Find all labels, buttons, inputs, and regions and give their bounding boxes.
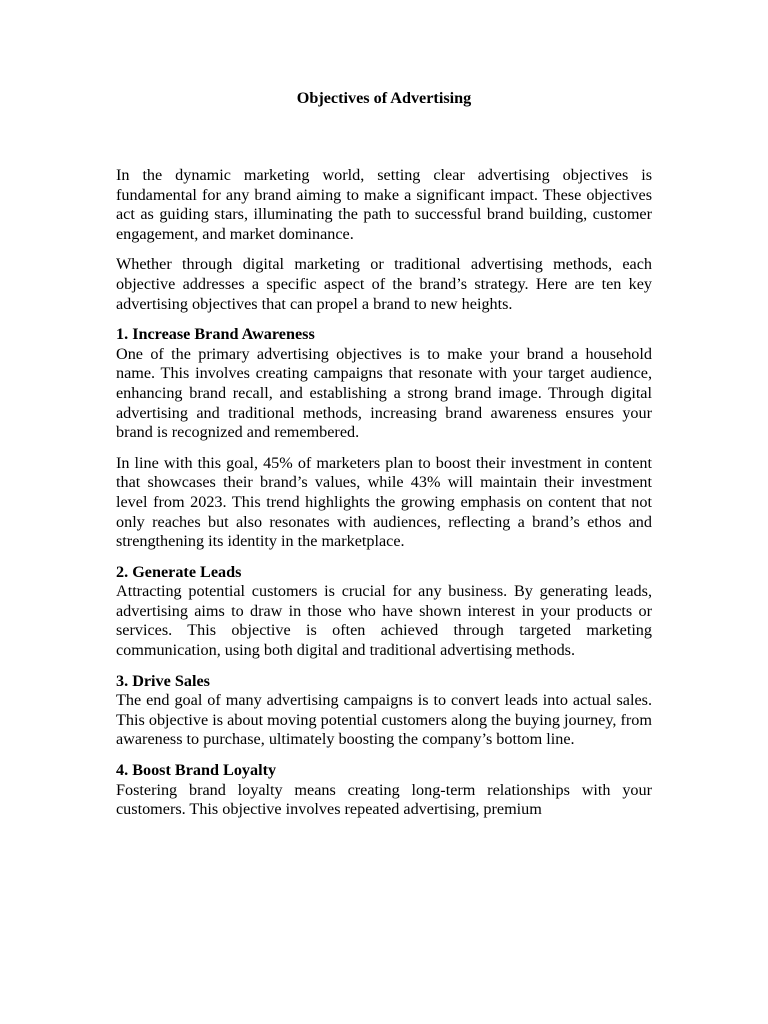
intro-paragraph-2: Whether through digital marketing or traditional advertising methods, each objective addresses a specific aspect of the brand’s strategy. Here are ten key advertising objectives that can propel a brand to new heights. (116, 255, 652, 313)
section-heading: 4. Boost Brand Loyalty (116, 761, 277, 780)
intro-paragraph-1: In the dynamic marketing world, setting clear advertising objectives is fundamental for any brand aiming to make a significant impact. These objectives act as guiding stars, illuminating the path to successful brand building, customer engagement, and market dominance. (116, 166, 652, 243)
section-heading: 2. Generate Leads (116, 562, 242, 581)
section-generate-leads (116, 563, 652, 661)
section-paragraph: Attracting potential customers is crucial for any business. By generating leads, advertising aims to draw in those who have shown interest in your products or services. This objective is often achieved through targeted marketing communication, using both digital and traditional advertising methods. (116, 582, 652, 660)
section-heading: 1. Increase Brand Awareness (116, 325, 315, 344)
section-paragraph: One of the primary advertising objectives is to make your brand a household name. This involves creating campaigns that resonate with your target audience, enhancing brand recall, and establishing a strong brand image. Through digital advertising and traditional methods, increasing brand awareness ensures your brand is recognized and remembered. (116, 344, 652, 442)
document-page (116, 88, 652, 831)
section-paragraph: The end goal of many advertising campaigns is to convert leads into actual sales. This objective is about moving potential customers along the buying journey, from awareness to purchase, ultimately boosting the company’s bottom line. (116, 691, 652, 749)
section-paragraph: In line with this goal, 45% of marketers plan to boost their investment in content that showcases their brand’s values, while 43% will maintain their investment level from 2023. This trend highlights the growing emphasis on content that not only reaches but also resonates with audiences, reflecting a brand’s ethos and strengthening its identity in the marketplace. (116, 453, 652, 551)
section-brand-loyalty (116, 761, 652, 820)
section-paragraph: Fostering brand loyalty means creating long-term relationships with your customers. This objective involves repeated advertising, premium (116, 780, 652, 819)
section-heading: 3. Drive Sales (116, 671, 210, 690)
document-title: Objectives of Advertising (296, 89, 472, 107)
section-brand-awareness (116, 325, 652, 552)
section-drive-sales (116, 672, 652, 750)
